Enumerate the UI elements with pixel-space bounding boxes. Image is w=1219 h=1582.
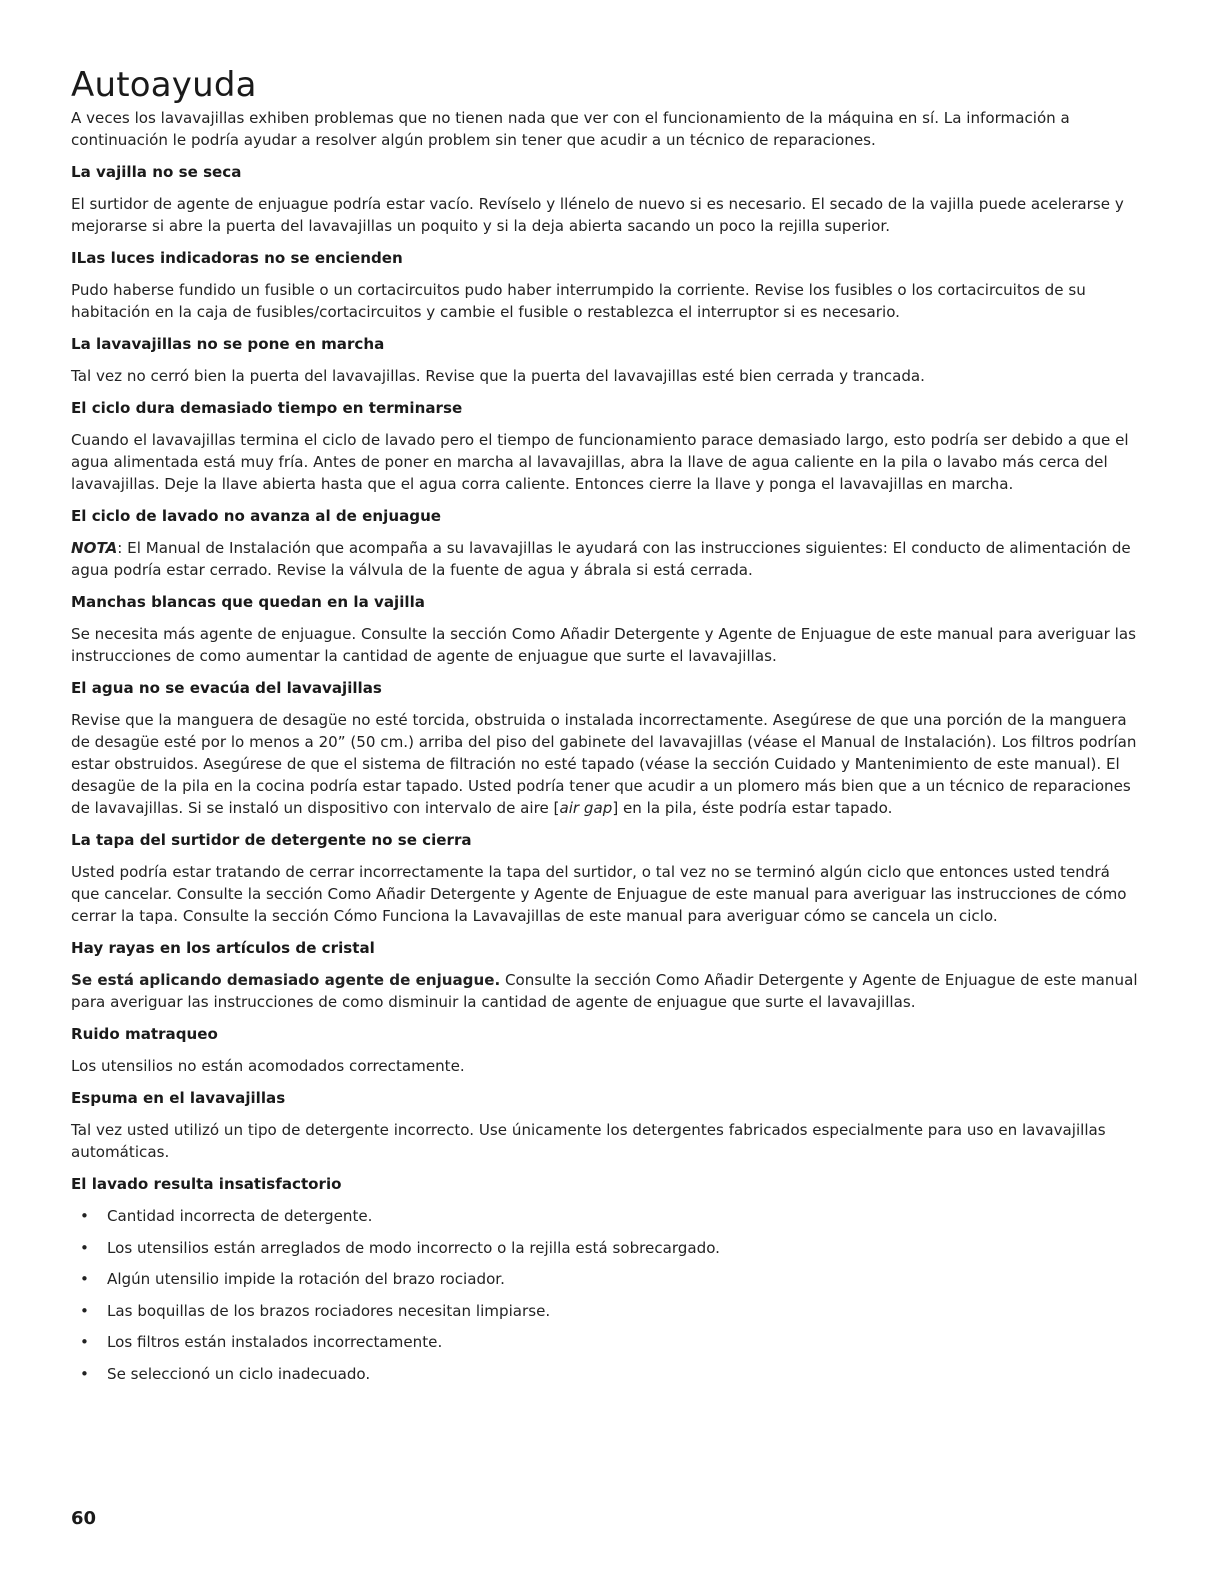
section-body-white-spots: Se necesita más agente de enjuague. Consulte la sección Como Añadir Detergente y Agente de Enjuague de este manual para averiguar las instrucciones de como aumentar la cantidad de agente de enjuague que surte el lavavajillas. — [71, 625, 1136, 665]
list-item — [71, 1268, 1141, 1290]
section-body-no-rinse — [71, 537, 1141, 581]
nota-label: NOTA — [71, 539, 118, 557]
section-heading-foam: Espuma en el lavavajillas — [71, 1089, 286, 1107]
glass-streaks-lead: Se está aplicando demasiado agente de enjuague. — [71, 971, 501, 989]
list-item-text: Los filtros están instalados incorrectamente. — [107, 1333, 443, 1351]
list-item — [71, 1205, 1141, 1227]
section-heading-does-not-start: La lavavajillas no se pone en marcha — [71, 335, 385, 353]
bullet-icon: • — [80, 1207, 89, 1225]
bullet-icon: • — [80, 1238, 89, 1257]
list-item-text: Las boquillas de los brazos rociadores necesitan limpiarse. — [107, 1301, 551, 1320]
section-body-water-not-draining — [71, 709, 1141, 819]
nota-text: : El Manual de Instalación que acompaña a su lavavajillas le ayudará con las instrucciones siguientes: El conducto de alimentación de agua podría estar cerrado. Revise la válvula de la fuente de agua y ábrala si está cerrada. — [71, 539, 1131, 579]
list-item-text: Algún utensilio impide la rotación del brazo rociador. — [107, 1270, 505, 1288]
page-number: 60 — [71, 1508, 97, 1529]
glass-streaks-text: Consulte la sección Como Añadir Detergente y Agente de Enjuague de este manual para averiguar las instrucciones de como disminuir la cantidad de agente de enjuague que surte el lavavajillas. — [71, 971, 1138, 1011]
section-heading-glass-streaks: Hay rayas en los artículos de cristal — [71, 939, 375, 957]
section-body-indicator-lights: Pudo haberse fundido un fusible o un cortacircuitos pudo haber interrumpido la corriente. Revise los fusibles o los cortacircuitos de su habitación en la caja de fusibles/cortacircuitos y cambie el fusible o restablezca el interruptor si es necesario. — [71, 281, 1086, 321]
list-item — [71, 1237, 1141, 1259]
bullet-icon: • — [80, 1270, 89, 1288]
section-body-rattling-noise: Los utensilios no están acomodados correctamente. — [71, 1057, 465, 1075]
section-heading-white-spots: Manchas blancas que quedan en la vajilla — [71, 593, 425, 611]
section-body-detergent-lid: Usted podría estar tratando de cerrar incorrectamente la tapa del surtidor, o tal vez no se terminó algún ciclo que entonces usted tendrá que cancelar. Consulte la sección Como Añadir Detergente y Agente de Enjuague de este manual para averiguar las instrucciones de cómo cerrar la tapa. Consulte la sección Cómo Funciona la Lavavajillas de este manual para averiguar cómo se cancela un ciclo. — [71, 863, 1127, 925]
section-body-does-not-start: Tal vez no cerró bien la puerta del lavavajillas. Revise que la puerta del lavavajillas esté bien cerrada y trancada. — [71, 367, 925, 385]
list-item — [71, 1363, 1141, 1385]
list-item-text: Cantidad incorrecta de detergente. — [107, 1207, 373, 1225]
section-heading-no-rinse: El ciclo de lavado no avanza al de enjuague — [71, 507, 442, 525]
bullet-icon: • — [80, 1301, 89, 1320]
bullet-icon: • — [80, 1333, 89, 1351]
section-heading-water-not-draining: El agua no se evacúa del lavavajillas — [71, 679, 382, 697]
section-heading-dishes-not-dry: La vajilla no se seca — [71, 163, 242, 181]
drain-text-before: Revise que la manguera de desagüe no esté torcida, obstruida o instalada incorrectamente. Asegúrese de que una porción de la manguera de desagüe esté por lo menos a 20” (50 cm.) arriba del piso del gabinete del lavavajillas (véase el Manual de Instalación). Los filtros podrían estar obstruidos. Asegúrese de que el sistema de filtración no esté tapado (véase la sección Cuidado y Mantenimiento de este manual). El desagüe de la pila en la cocina podría estar tapado. Usted podría tener que acudir a un plomero más bien que a un técnico de reparaciones de lavavajillas. Si se instaló un dispositivo con intervalo de aire [ — [71, 711, 1137, 817]
section-body-cycle-too-long: Cuando el lavavajillas termina el ciclo de lavado pero el tiempo de funcionamiento parace demasiado largo, esto podría ser debido a que el agua alimentada está muy fría. Antes de poner en marcha al lavavajillas, abra la llave de agua caliente en la pila o lavabo más cerca del lavavajillas. Deje la llave abierta hasta que el agua corra caliente. Entonces cierre la llave y ponga el lavavajillas en marcha. — [71, 431, 1129, 493]
section-body-foam: Tal vez usted utilizó un tipo de detergente incorrecto. Use únicamente los detergentes fabricados especialmente para uso en lavavajillas automáticas. — [71, 1121, 1106, 1161]
bullet-icon: • — [80, 1364, 89, 1383]
section-heading-poor-wash: El lavado resulta insatisfactorio — [71, 1175, 342, 1193]
list-item-text: Se seleccionó un ciclo inadecuado. — [107, 1364, 371, 1383]
section-heading-detergent-lid: La tapa del surtidor de detergente no se cierra — [71, 831, 472, 849]
section-body-dishes-not-dry: El surtidor de agente de enjuague podría estar vacío. Revíselo y llénelo de nuevo si es necesario. El secado de la vajilla puede acelerarse y mejorarse si abre la puerta del lavavajillas un poquito y si la deja abierta sacando un poco la rejilla superior. — [71, 195, 1124, 235]
document-page — [71, 64, 1141, 1394]
section-heading-indicator-lights: ILas luces indicadoras no se encienden — [71, 249, 403, 267]
intro-paragraph: A veces los lavavajillas exhiben problemas que no tienen nada que ver con el funcionamiento de la máquina en sí. La información a continuación le podría ayudar a resolver algún problem sin tener que acudir a un técnico de reparaciones. — [71, 109, 1070, 149]
air-gap-term: air gap — [559, 799, 613, 817]
list-item-text: Los utensilios están arreglados de modo incorrecto o la rejilla está sobrecargado. — [107, 1238, 720, 1257]
section-heading-cycle-too-long: El ciclo dura demasiado tiempo en terminarse — [71, 399, 463, 417]
list-item — [71, 1331, 1141, 1353]
page-title: Autoayuda — [71, 65, 257, 105]
drain-text-after: ] en la pila, éste podría estar tapado. — [612, 799, 893, 817]
section-body-glass-streaks — [71, 969, 1141, 1013]
list-item — [71, 1300, 1141, 1322]
poor-wash-list — [71, 1205, 1141, 1385]
section-heading-rattling-noise: Ruido matraqueo — [71, 1025, 218, 1043]
